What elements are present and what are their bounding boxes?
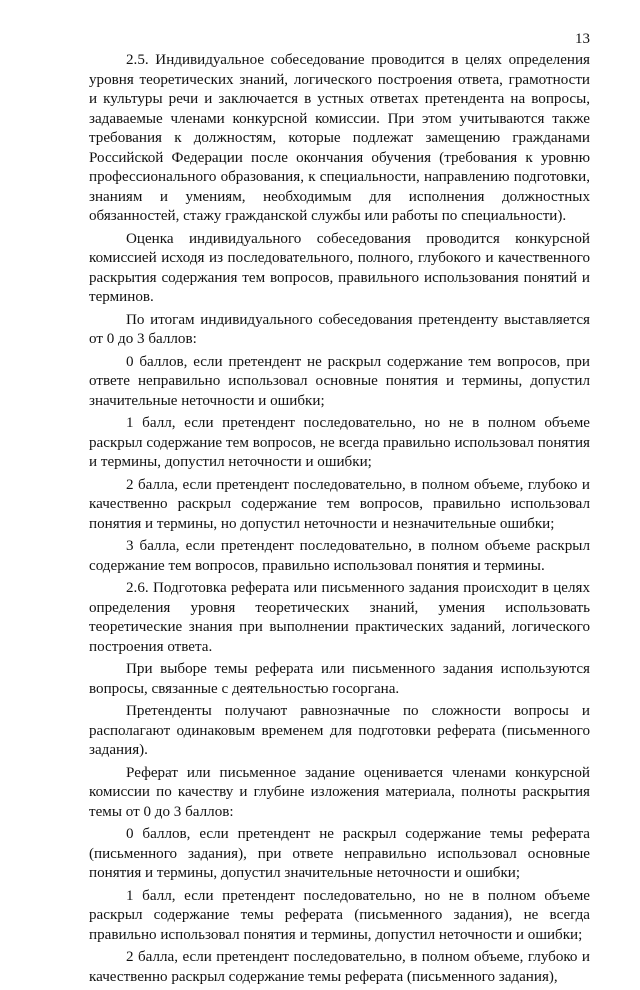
paragraph-essay-score-2: 2 балла, если претендент последовательно, в полном объеме, глубоко и качественно раскрыл содержание темы реферата (письменного задания),	[89, 949, 590, 985]
paragraph-essay-evaluation: Реферат или письменное задание оценивается членами конкурсной комиссии по качеству и глубине изложения материала, полноты раскрытия темы от 0 до 3 баллов:	[89, 764, 590, 820]
page-number: 13	[575, 31, 590, 47]
paragraph-2-6-essay: 2.6. Подготовка реферата или письменного задания происходит в целях определения уровня теоретических знаний, умения использовать теоретические знания при выполнении практических заданий, логического построения ответа.	[89, 580, 590, 655]
paragraph-essay-topic: При выборе темы реферата или письменного задания используются вопросы, связанные с деятельностью госоргана.	[89, 661, 590, 697]
paragraph-interview-evaluation: Оценка индивидуального собеседования проводится конкурсной комиссией исходя из последовательного, полного, глубокого и качественного раскрытия содержания тем вопросов, правильного использования понятий и терминов.	[89, 230, 590, 305]
paragraph-essay-score-1: 1 балл, если претендент последовательно, но не в полном объеме раскрыл содержание темы реферата (письменного задания), не всегда правильно использовал понятия и термины, допустил неточности и ошибки;	[89, 887, 590, 943]
paragraph-interview-score-range: По итогам индивидуального собеседования претенденту выставляется от 0 до 3 баллов:	[89, 311, 590, 347]
document-body	[89, 51, 590, 990]
paragraph-interview-score-2: 2 балла, если претендент последовательно, в полном объеме, глубоко и качественно раскрыл содержание тем вопросов, правильно использовал понятия и термины, но допустил неточности и незначительные ошибки;	[89, 476, 590, 532]
paragraph-interview-score-3: 3 балла, если претендент последовательно, в полном объеме раскрыл содержание тем вопросов, правильно использовал понятия и термины.	[89, 538, 590, 574]
paragraph-interview-score-0: 0 баллов, если претендент не раскрыл содержание тем вопросов, при ответе неправильно использовал основные понятия и термины, допустил значительные неточности и ошибки;	[89, 353, 590, 409]
paragraph-essay-score-0: 0 баллов, если претендент не раскрыл содержание темы реферата (письменного задания), при ответе неправильно использовал основные понятия и термины, допустил значительные неточности и ошибки;	[89, 826, 590, 881]
paragraph-essay-equal-conditions: Претенденты получают равнозначные по сложности вопросы и располагают одинаковым временем для подготовки реферата (письменного задания).	[89, 703, 590, 758]
paragraph-interview-score-1: 1 балл, если претендент последовательно, но не в полном объеме раскрыл содержание тем вопросов, не всегда правильно использовал понятия и термины, допустил неточности и ошибки;	[89, 415, 590, 470]
paragraph-2-5-interview: 2.5. Индивидуальное собеседование проводится в целях определения уровня теоретических знаний, логического построения ответа, грамотности и культуры речи и заключается в устных ответах претендента на вопросы, задаваемые членами конкурсной комиссии. При этом учитываются также требования к должностям, которые подлежат замещению гражданами Российской Федерации после окончания обучения (требования к уровню профессионального образования, к специальности, направлению подготовки, знаниям и умениям, необходимым для исполнения должностных обязанностей, стажу гражданской службы или работы по специальности).	[89, 52, 590, 224]
